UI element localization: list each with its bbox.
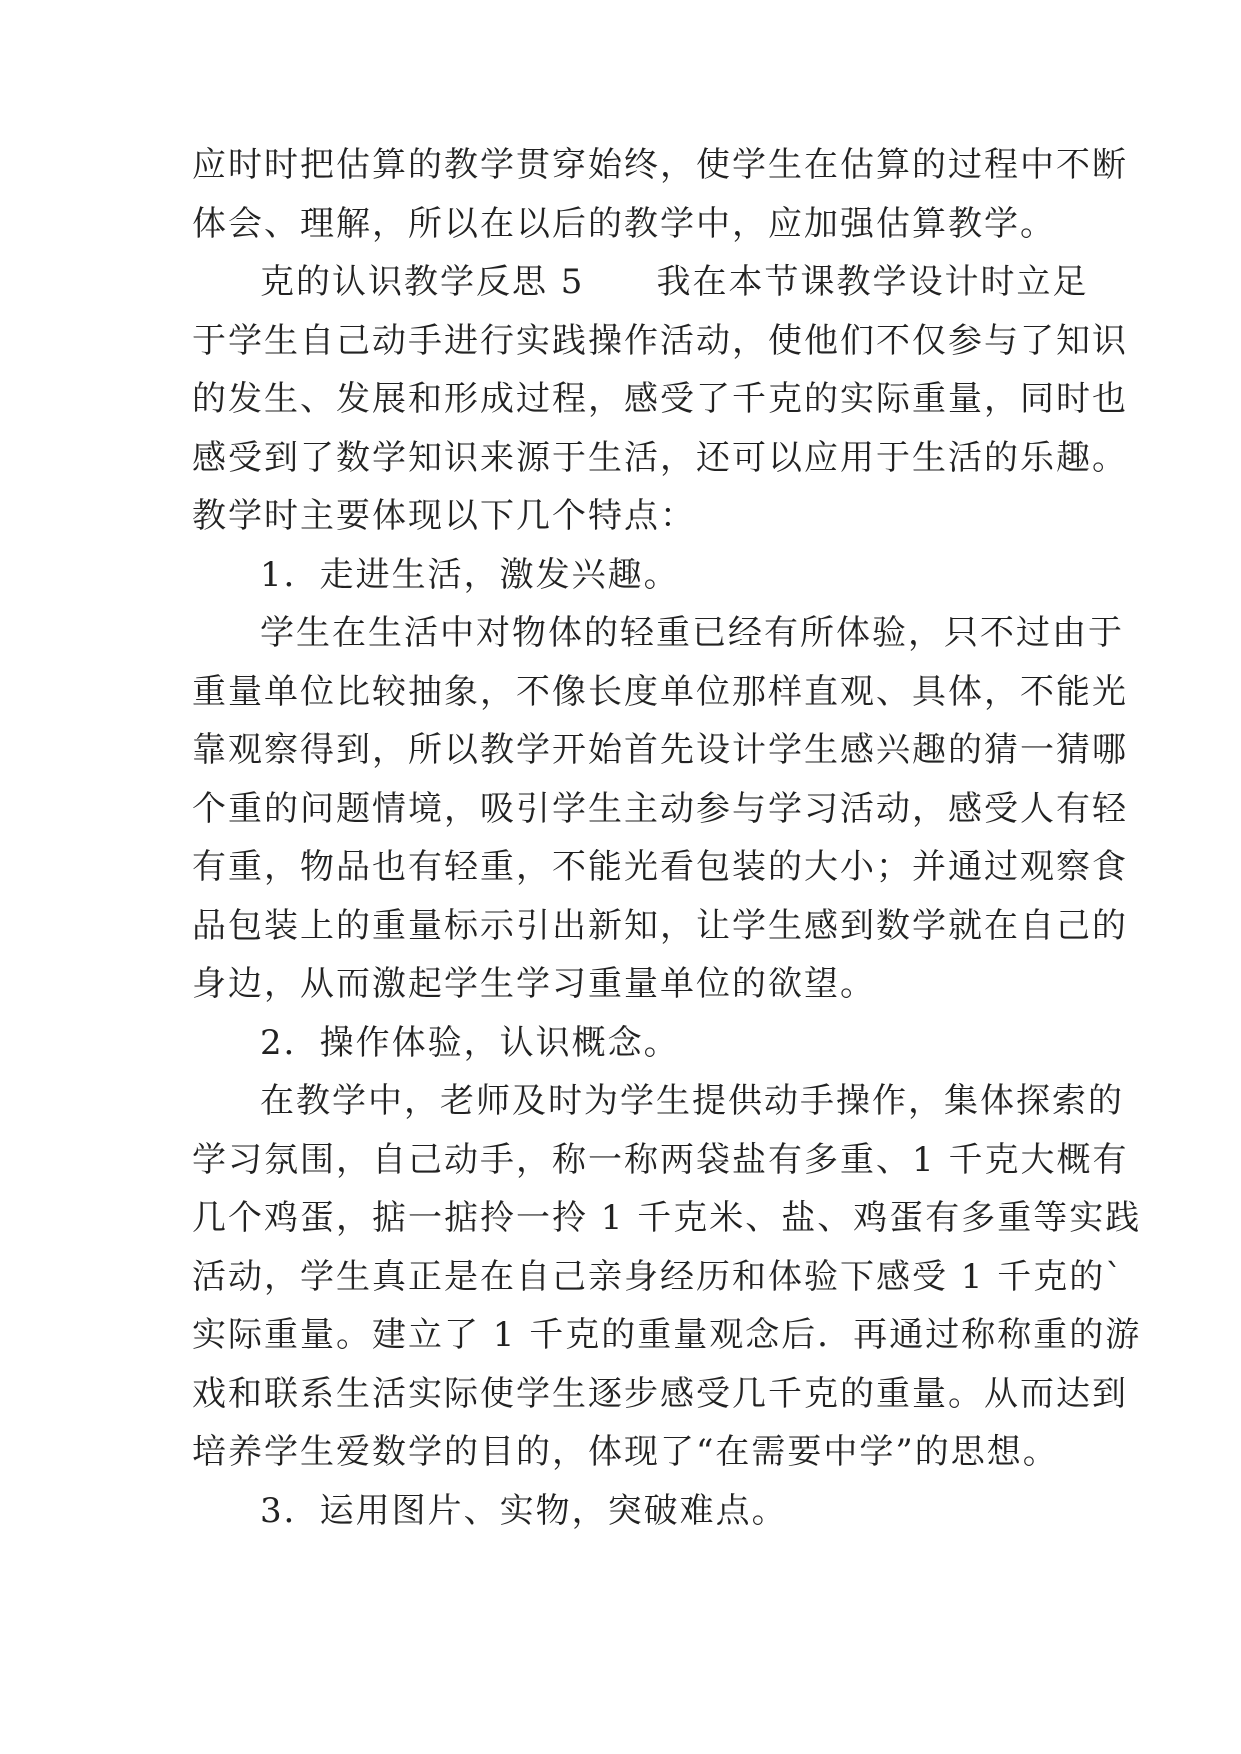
- text-line: 品包装上的重量标示引出新知，让学生感到数学就在自己的: [192, 905, 1128, 946]
- text-line: 体会、理解，所以在以后的教学中，应加强估算教学。: [192, 203, 1056, 244]
- text-line: 学生在生活中对物体的轻重已经有所体验，只不过由于: [260, 613, 1124, 653]
- text-line: 感受到了数学知识来源于生活，还可以应用于生活的乐趣。: [192, 437, 1128, 478]
- text-line: 戏和联系生活实际使学生逐步感受几千克的重量。从而达到: [192, 1373, 1128, 1414]
- text-line: 学习氛围，自己动手，称一称两袋盐有多重、1 千克大概有: [192, 1139, 1129, 1180]
- section-heading-line: 克的认识教学反思 5 我在本节课教学设计时立足: [260, 262, 1089, 302]
- document-body: [192, 136, 1142, 1540]
- text-line: 在教学中，老师及时为学生提供动手操作，集体探索的: [260, 1081, 1124, 1121]
- text-line: 实际重量。建立了 1 千克的重量观念后．再通过称称重的游: [192, 1315, 1142, 1355]
- text-line: 教学时主要体现以下几个特点：: [192, 496, 696, 536]
- text-line: 重量单位比较抽象，不像长度单位那样直观、具体，不能光: [192, 671, 1128, 712]
- text-line: 几个鸡蛋，掂一掂拎一拎 1 千克米、盐、鸡蛋有多重等实践: [192, 1198, 1142, 1238]
- text-line: 于学生自己动手进行实践操作活动，使他们不仅参与了知识: [192, 320, 1128, 361]
- text-line: 个重的问题情境，吸引学生主动参与学习活动，感受人有轻: [192, 788, 1128, 829]
- list-item-heading: 1．走进生活，激发兴趣。: [260, 554, 680, 595]
- text-line: 的发生、发展和形成过程，感受了千克的实际重量，同时也: [192, 379, 1128, 419]
- list-item-heading: 2．操作体验，认识概念。: [260, 1022, 680, 1063]
- text-line: 有重，物品也有轻重，不能光看包装的大小；并通过观察食: [192, 847, 1128, 887]
- text-line: 身边，从而激起学生学习重量单位的欲望。: [192, 964, 876, 1004]
- text-line: 靠观察得到，所以教学开始首先设计学生感兴趣的猜一猜哪: [192, 730, 1128, 770]
- text-line: 活动，学生真正是在自己亲身经历和体验下感受 1 千克的`: [192, 1256, 1125, 1297]
- text-line: 培养学生爱数学的目的，体现了“在需要中学”的思想。: [192, 1432, 1059, 1472]
- list-item-heading: 3．运用图片、实物，突破难点。: [260, 1490, 788, 1531]
- text-line: 应时时把估算的教学贯穿始终，使学生在估算的过程中不断: [192, 145, 1128, 185]
